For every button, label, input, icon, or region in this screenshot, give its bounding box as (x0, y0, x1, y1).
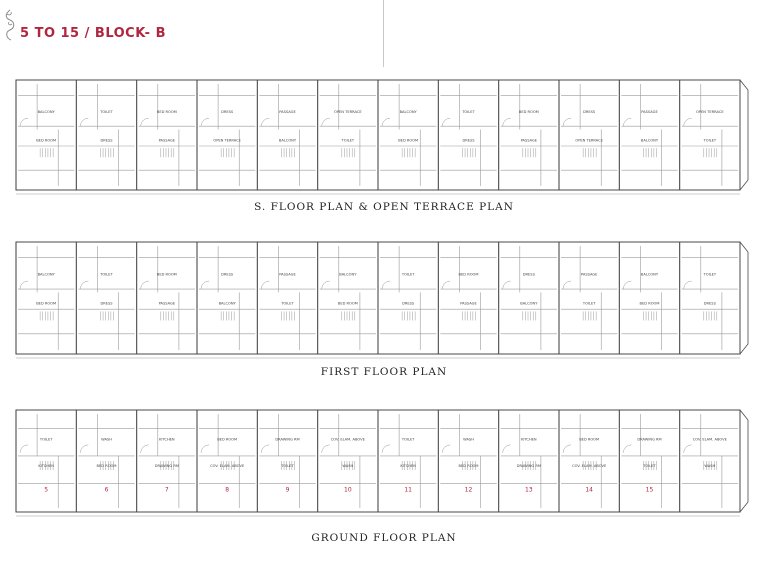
room-label: TOILET (401, 272, 415, 277)
room-label: PASSAGE (580, 272, 598, 277)
door-swing (442, 118, 450, 126)
ground-floor-plan-drawing (0, 404, 768, 528)
room-label: TOILET (100, 272, 113, 277)
door-swing (261, 281, 269, 289)
plan-unit (680, 242, 738, 354)
unit-number: 6 (104, 486, 109, 494)
room-label: BALCONY (218, 301, 236, 306)
room-label: TOILET (39, 437, 53, 442)
plan-title-second-floor: S. FLOOR PLAN & OPEN TERRACE PLAN (254, 201, 514, 213)
plan-edge (740, 242, 748, 354)
second-floor-plan-drawing (0, 72, 768, 197)
door-swing (322, 281, 330, 289)
plan-unit (559, 80, 617, 190)
door-swing (563, 281, 571, 289)
door-swing (141, 281, 149, 289)
door-swing (201, 281, 209, 289)
room-label: DRESS (462, 138, 475, 143)
room-label: DRESS (402, 301, 415, 306)
logo-ornament-icon (3, 8, 17, 42)
room-label: DRAWING RM (275, 437, 300, 442)
unit-number: 8 (225, 486, 230, 494)
door-swing (684, 281, 692, 289)
door-swing (684, 118, 692, 126)
door-swing (503, 445, 511, 453)
unit-number: 14 (585, 486, 593, 494)
room-label: BED ROOM (458, 464, 479, 469)
room-label: DRESS (100, 138, 113, 143)
plan-unit (137, 242, 195, 354)
door-swing (382, 281, 390, 289)
room-label: PASSAGE (279, 110, 296, 114)
room-label: TOILET (703, 272, 717, 277)
plan-unit (438, 80, 496, 190)
plan-unit (438, 410, 496, 512)
plan-unit (499, 242, 557, 354)
room-label: DRESS (221, 272, 234, 277)
room-label: TOILET (703, 138, 717, 143)
plan-unit (318, 80, 376, 190)
room-label: WASH (463, 437, 474, 442)
door-swing (322, 118, 330, 126)
door-swing (20, 445, 28, 453)
door-swing (442, 281, 450, 289)
plan-unit (680, 410, 738, 512)
room-label: KITCHEN (521, 437, 537, 442)
room-label: BED ROOM (217, 437, 238, 442)
room-label: COV. ELAM. ABOVE (210, 464, 245, 469)
room-label: COV. ELAM. ABOVE (330, 437, 365, 442)
room-label: BALCONY (278, 138, 297, 143)
room-label: TOILET (401, 437, 415, 442)
door-swing (80, 281, 88, 289)
room-label: TOILET (281, 301, 294, 306)
room-label: DRESS (522, 272, 535, 277)
room-label: COV. ELAM. ABOVE (692, 437, 727, 442)
unit-number: 10 (344, 486, 352, 494)
block-title: 5 TO 15 / BLOCK- B (20, 26, 167, 41)
plan-unit (16, 80, 74, 190)
header-divider (383, 0, 384, 67)
room-label: BALCONY (640, 272, 659, 277)
plan-unit (76, 242, 134, 354)
plan-unit (137, 80, 195, 190)
room-label: BED ROOM (518, 110, 539, 114)
door-swing (141, 445, 149, 453)
room-label: BED ROOM (639, 301, 660, 306)
plan-title-ground-floor: GROUND FLOOR PLAN (311, 532, 457, 544)
door-swing (503, 118, 511, 126)
unit-number: 12 (464, 486, 473, 494)
plan-unit (619, 410, 677, 512)
door-swing (20, 118, 28, 126)
room-label: BED ROOM (458, 272, 479, 277)
room-label: TOILET (462, 110, 475, 114)
plan-unit (619, 242, 677, 354)
room-label: BALCONY (339, 272, 357, 277)
door-swing (80, 118, 88, 126)
door-swing (382, 118, 390, 126)
plan-unit (680, 80, 738, 190)
door-swing (382, 445, 390, 453)
plan-unit (197, 410, 255, 512)
plan-unit (16, 242, 74, 354)
plan-unit (499, 80, 557, 190)
room-label: DRESS (100, 301, 113, 306)
room-label: OPEN TERRACE (334, 110, 362, 114)
room-label: OPEN TERRACE (575, 138, 603, 143)
room-label: WASH (342, 464, 354, 469)
room-label: BED ROOM (337, 301, 358, 306)
unit-number: 13 (525, 486, 533, 494)
door-swing (623, 445, 631, 453)
room-label: TOILET (582, 301, 596, 306)
room-label: BALCONY (520, 301, 538, 306)
room-label: BALCONY (399, 110, 417, 114)
door-swing (80, 445, 88, 453)
door-swing (322, 445, 330, 453)
room-label: DRAWING RM (637, 437, 662, 442)
door-swing (623, 118, 631, 126)
first-floor-plan-drawing (0, 236, 768, 361)
plan-unit (76, 80, 134, 190)
unit-number: 11 (404, 486, 412, 494)
room-label: COV. ELAM. ABOVE (572, 464, 607, 469)
room-label: KITCHEN (159, 437, 175, 442)
plan-unit (257, 242, 315, 354)
room-label: OPEN TERRACE (213, 138, 241, 143)
room-label: BALCONY (37, 110, 55, 114)
room-label: TOILET (281, 464, 294, 469)
room-label: TOILET (341, 138, 355, 143)
unit-number: 9 (285, 486, 290, 494)
room-label: OPEN TERRACE (696, 110, 724, 114)
room-label: PASSAGE (279, 272, 296, 277)
plan-unit (16, 410, 74, 512)
plan-title-first-floor: FIRST FLOOR PLAN (320, 366, 448, 378)
plan-unit (318, 242, 376, 354)
room-label: KITCHEN (38, 464, 54, 469)
room-label: PASSAGE (520, 138, 538, 143)
plan-unit (499, 410, 557, 512)
room-label: DRESS (221, 110, 234, 114)
plan-unit (257, 410, 315, 512)
plan-unit (378, 80, 436, 190)
room-label: DRESS (583, 110, 596, 114)
unit-number: 15 (645, 486, 654, 494)
door-swing (563, 445, 571, 453)
room-label: DRESS (703, 301, 716, 306)
plan-unit (559, 410, 617, 512)
plan-unit (619, 80, 677, 190)
door-swing (684, 445, 692, 453)
room-label: PASSAGE (460, 301, 477, 306)
room-label: BED ROOM (398, 138, 419, 143)
door-swing (141, 118, 149, 126)
door-swing (261, 118, 269, 126)
room-label: BALCONY (37, 272, 55, 277)
unit-number: 5 (44, 486, 49, 494)
room-label: KITCHEN (400, 464, 416, 469)
plan-edge (740, 80, 748, 190)
plan-unit (318, 410, 376, 512)
room-label: BED ROOM (156, 272, 177, 277)
plan-unit (378, 410, 436, 512)
plan-unit (257, 80, 315, 190)
room-label: TOILET (643, 464, 656, 469)
door-swing (20, 281, 28, 289)
room-label: BED ROOM (579, 437, 600, 442)
door-swing (442, 445, 450, 453)
room-label: BED ROOM (36, 301, 57, 306)
plan-unit (438, 242, 496, 354)
room-label: WASH (704, 464, 716, 469)
room-label: TOILET (100, 110, 113, 114)
door-swing (201, 445, 209, 453)
room-label: PASSAGE (158, 301, 176, 306)
room-label: BALCONY (640, 138, 659, 143)
plan-edge (740, 410, 748, 512)
plan-unit (197, 80, 255, 190)
plan-unit (378, 242, 436, 354)
plan-unit (76, 410, 134, 512)
room-label: DRAWING RM (154, 464, 179, 469)
room-label: BED ROOM (156, 110, 177, 114)
room-label: PASSAGE (641, 110, 658, 114)
plan-unit (197, 242, 255, 354)
room-label: BED ROOM (96, 464, 117, 469)
unit-number: 7 (164, 486, 169, 494)
door-swing (503, 281, 511, 289)
door-swing (623, 281, 631, 289)
room-label: PASSAGE (158, 138, 176, 143)
room-label: WASH (101, 437, 112, 442)
plan-unit (559, 242, 617, 354)
door-swing (201, 118, 209, 126)
door-swing (563, 118, 571, 126)
room-label: BED ROOM (36, 138, 57, 143)
plan-unit (137, 410, 195, 512)
door-swing (261, 445, 269, 453)
room-label: DRAWING RM (516, 464, 541, 469)
